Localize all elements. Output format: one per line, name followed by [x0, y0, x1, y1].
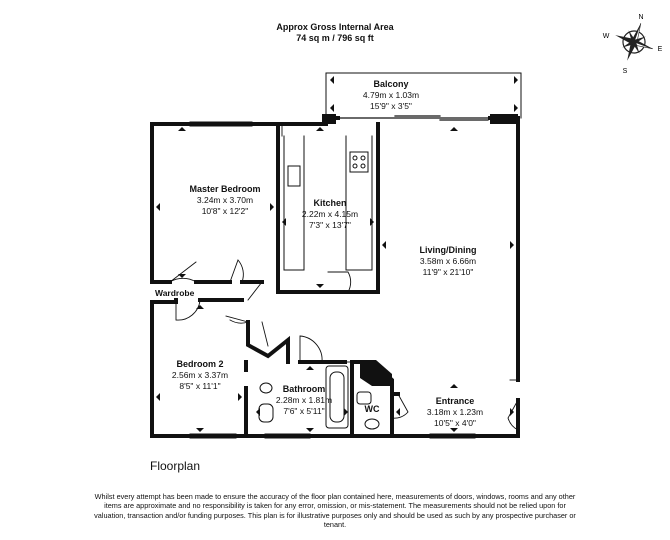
room-metric: 3.18m x 1.23m: [426, 407, 484, 417]
room-metric: 3.24m x 3.70m: [196, 195, 254, 205]
room-imperial: 11'9" x 21'10": [422, 266, 474, 277]
compass-s: S: [622, 68, 628, 75]
room-name: Bathroom: [282, 384, 326, 394]
room-balcony: [331, 79, 451, 111]
area-value: 74 sq m / 796 sq ft: [296, 33, 374, 43]
room-name: Bedroom 2: [176, 359, 224, 369]
room-wardrobe: [155, 288, 194, 299]
room-imperial: 7'3" x 13'7": [309, 219, 351, 230]
room-name: Balcony: [373, 79, 409, 89]
compass-e: E: [657, 46, 663, 53]
room-name: Entrance: [435, 396, 475, 406]
compass-w: W: [602, 33, 610, 40]
floorplan-label: Floorplan: [150, 459, 201, 473]
room-entrance: [395, 396, 515, 428]
room-name: Master Bedroom: [189, 184, 261, 194]
room-bedroom2: [140, 359, 260, 391]
room-imperial: 10'5" x 4'0": [434, 417, 476, 428]
room-imperial: 15'9" x 3'5": [370, 100, 412, 111]
room-master-bedroom: [165, 184, 285, 216]
area-title: Approx Gross Internal Area: [276, 22, 394, 32]
room-name: WC: [364, 404, 380, 414]
disclaimer-text: Whilst every attempt has been made to ensure the accuracy of the floor plan contained here, measurements of doors, windows, rooms and any other items are approximate and no responsibility is taken for any error, omission, or mis-statement. The measurements should not be relied upon for valuation, transaction and/or funding purposes. This plan is for illustrative purposes only and should be used as such by any prospective purchaser or tenant.: [94, 492, 576, 530]
room-metric: 4.79m x 1.03m: [362, 90, 420, 100]
room-name: Kitchen: [313, 198, 347, 208]
room-metric: 2.22m x 4.15m: [301, 209, 359, 219]
room-metric: 2.28m x 1.81m: [275, 395, 333, 405]
room-bathroom: [244, 384, 364, 416]
room-living-dining: [388, 245, 508, 277]
room-metric: 2.56m x 3.37m: [171, 370, 229, 380]
room-wc: [358, 404, 386, 415]
room-name: Living/Dining: [419, 245, 477, 255]
compass-n: N: [638, 14, 644, 21]
room-imperial: 7'6" x 5'11": [283, 405, 325, 416]
room-imperial: 10'8" x 12'2": [201, 205, 249, 216]
room-kitchen: [270, 198, 390, 230]
room-metric: 3.58m x 6.66m: [419, 256, 477, 266]
room-imperial: 8'5" x 11'1": [179, 380, 221, 391]
room-name: Wardrobe: [155, 288, 195, 298]
balcony-door: [338, 116, 490, 120]
